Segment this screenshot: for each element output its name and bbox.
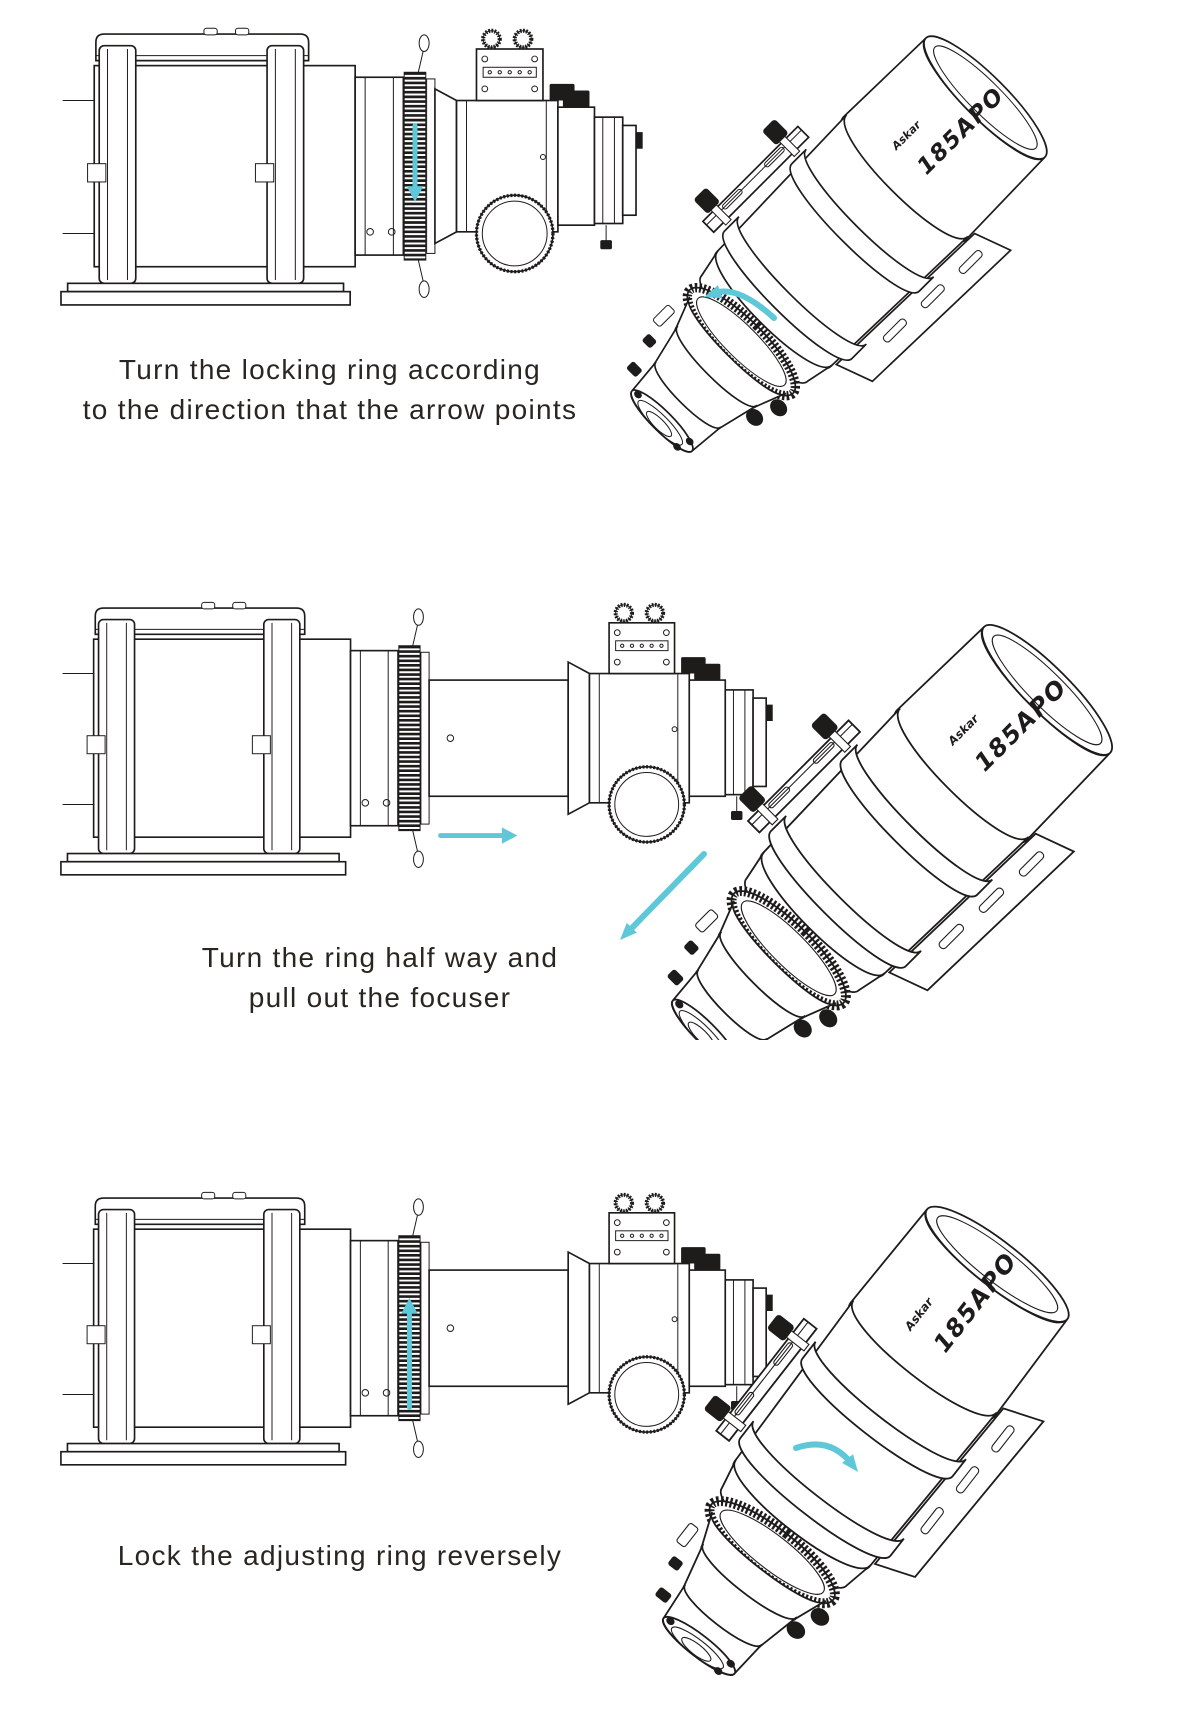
step-2-panel [0,520,1200,1080]
step-2-caption-line-1: Turn the ring half way and [201,942,559,973]
step-1-panel [0,0,1200,520]
step-3-panel [0,1080,1200,1734]
step-1-down-arrow-icon [407,125,424,201]
step-2-down-left-arrow-icon [615,854,704,945]
step-2-right-arrow-icon [441,827,518,843]
step-3-caption-line-1: Lock the adjusting ring reversely [117,1540,563,1571]
step-3-caption [60,1536,620,1576]
step-2-caption-line-2: pull out the focuser [248,982,512,1013]
step-3-telescope-perspective-view [590,1080,1130,1710]
step-1-telescope-side-view [56,24,646,310]
step-1-caption-line-2: to the direction that the arrow points [82,394,578,425]
step-1-caption-line-1: Turn the locking ring according [118,354,542,385]
step-2-caption [100,938,660,1018]
step-2-telescope-perspective-view [580,540,1140,1040]
step-1-caption [60,350,600,430]
step-1-telescope-perspective-view [600,15,1080,480]
